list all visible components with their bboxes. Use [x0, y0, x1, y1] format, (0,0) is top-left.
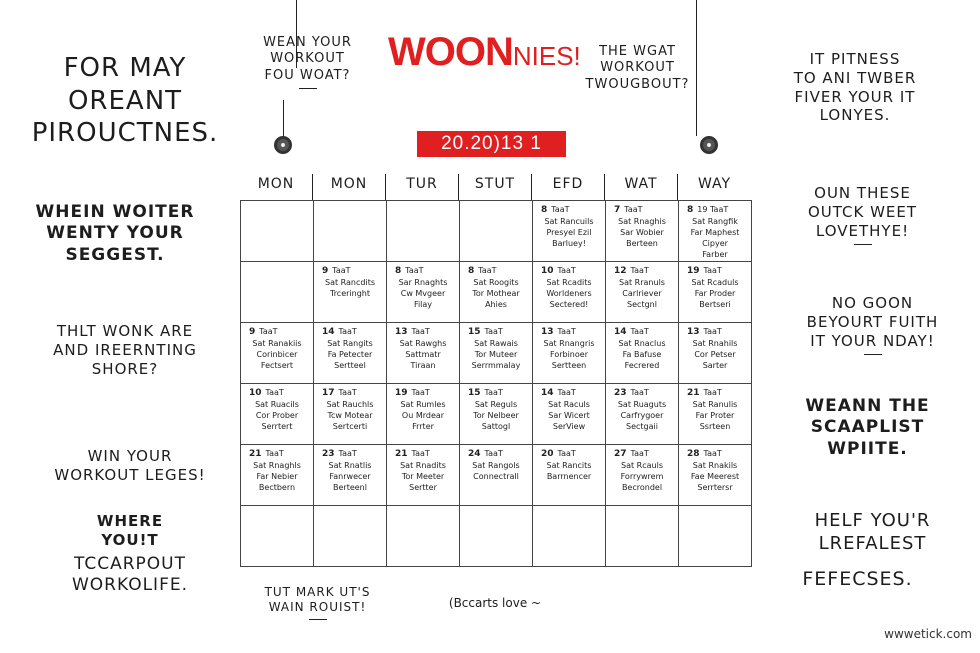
entry-line: Sar Wicert: [548, 411, 590, 420]
entry-line: Sat Reguls: [474, 400, 518, 409]
entry-line: SerView: [552, 422, 586, 431]
weekday-header: STUT: [459, 174, 532, 200]
entry-line: Tor Muteer: [474, 350, 518, 359]
calendar-day-cell[interactable]: [387, 323, 460, 384]
entry-line: Sat Rangols: [472, 461, 520, 470]
calendar-day-cell[interactable]: [241, 506, 314, 567]
day-entry: [462, 448, 530, 482]
entry-line: TaaT: [630, 327, 649, 336]
entry-line: Presyel Ezil: [546, 228, 592, 237]
entry-line: Corinbicer: [256, 350, 298, 359]
entry-line: TaaT: [557, 266, 576, 275]
calendar-day-cell[interactable]: [606, 445, 679, 506]
entry-line: TaaT: [557, 327, 576, 336]
entry-line: TaaT: [265, 449, 284, 458]
entry-line: Sattogl: [481, 422, 511, 431]
top-note-right: THE WGAT WORKOUT TWOUGBOUT?: [585, 44, 690, 92]
entry-line: Fecrered: [624, 361, 660, 370]
entry-line: TaaT: [259, 327, 278, 336]
entry-line: Far Maphest: [690, 228, 740, 237]
entry-line: TaaT: [630, 449, 649, 458]
entry-line: Sat Roogits: [473, 278, 519, 287]
entry-line: Forbinoer: [550, 350, 588, 359]
entry-line: Sarter: [702, 361, 728, 370]
entry-line: Sat Rancits: [546, 461, 592, 470]
entry-line: Becrondel: [621, 483, 663, 492]
entry-line: Sat Rcadits: [546, 278, 592, 287]
entry-line: Farber: [702, 250, 728, 259]
day-entry: [535, 265, 603, 310]
day-number: 21: [395, 449, 408, 459]
entry-line: Sat Rnakils: [692, 461, 738, 470]
entry-line: TaaT: [411, 449, 430, 458]
right-note-2: OUN THESE OUTCK WEET LOVETHYE!: [785, 184, 940, 245]
day-number: 20: [541, 449, 554, 459]
entry-line: Sertter: [409, 483, 437, 492]
calendar-week-row: [241, 262, 752, 323]
weekday-header: WAY: [697, 176, 732, 192]
day-entry: [535, 326, 603, 371]
entry-line: Tiraan: [410, 361, 436, 370]
entry-line: TaaT: [630, 388, 649, 397]
calendar-day-cell[interactable]: [679, 262, 752, 323]
entry-line: Sat Rcauls: [621, 461, 663, 470]
entry-line: Filay: [413, 300, 433, 309]
calendar-day-cell[interactable]: [241, 262, 314, 323]
entry-line: Sat Rnaclus: [618, 339, 666, 348]
day-entry: [608, 448, 676, 493]
hanging-string-right: [696, 0, 697, 136]
entry-line: Bectbern: [258, 483, 296, 492]
entry-line: Sat Rangfik: [692, 217, 738, 226]
entry-line: Connectrall: [473, 472, 519, 481]
entry-line: Tor Mothear: [472, 289, 520, 298]
day-number: 10: [541, 266, 554, 276]
day-entry: [681, 204, 749, 260]
calendar-week-row: [241, 201, 752, 262]
calendar-day-cell[interactable]: [314, 262, 387, 323]
entry-line: TaaT: [484, 327, 503, 336]
day-number: 8: [468, 266, 475, 276]
entry-line: TaaT: [703, 449, 722, 458]
calendar-day-cell[interactable]: [460, 201, 533, 262]
day-number: 17: [322, 388, 335, 398]
entry-line: TaaT: [478, 266, 497, 275]
entry-line: Sat Rnangris: [543, 339, 595, 348]
calendar-day-cell[interactable]: [314, 506, 387, 567]
calendar-day-cell[interactable]: [241, 201, 314, 262]
day-number: 21: [249, 449, 262, 459]
weekday-header: TUR: [386, 174, 459, 200]
day-number: 14: [541, 388, 554, 398]
entry-line: Cw Mvgeer: [400, 289, 446, 298]
day-number: 13: [687, 327, 700, 337]
day-entry: [316, 326, 384, 371]
entry-line: TaaT: [557, 449, 576, 458]
entry-line: Sat Rauchls: [326, 400, 374, 409]
entry-line: Fa Petecter: [327, 350, 373, 359]
page-title: WOONNIES!: [388, 30, 581, 74]
day-number: 15: [468, 327, 481, 337]
calendar-day-cell[interactable]: [460, 262, 533, 323]
entry-line: TaaT: [332, 266, 351, 275]
weekday-headers: [240, 174, 752, 200]
entry-line: Worldeners: [546, 289, 592, 298]
day-number: 13: [395, 327, 408, 337]
weekday-header: WAT: [605, 174, 678, 200]
calendar-grid: [240, 200, 752, 567]
entry-line: TaaT: [265, 388, 284, 397]
day-number: 15: [468, 388, 481, 398]
day-entry: [681, 265, 749, 310]
day-entry: [389, 448, 457, 493]
day-entry: [535, 204, 603, 249]
day-entry: [316, 265, 384, 299]
entry-line: Bertseri: [699, 300, 731, 309]
right-note-5: HELF YOU'R LREFALEST: [814, 510, 931, 554]
entry-line: Sat Rumles: [400, 400, 446, 409]
day-number: 23: [614, 388, 627, 398]
entry-line: TaaT: [557, 388, 576, 397]
day-entry: [389, 326, 457, 371]
day-number: 7: [614, 205, 621, 215]
entry-line: Sat Rnadits: [400, 461, 446, 470]
day-entry: [535, 387, 603, 432]
calendar-day-cell[interactable]: [241, 445, 314, 506]
entry-line: Far Proter: [695, 411, 735, 420]
left-note-3: THLT WONK ARE AND IREERNTING SHORE?: [53, 322, 197, 378]
entry-line: Sat Ruaguts: [617, 400, 667, 409]
entry-line: Ssrteen: [699, 422, 731, 431]
entry-line: Carlriever: [622, 289, 662, 298]
entry-line: Tor Meeter: [401, 472, 445, 481]
calendar-day-cell[interactable]: [606, 384, 679, 445]
entry-line: Sat Rnatlis: [328, 461, 372, 470]
entry-line: Barrnencer: [546, 472, 592, 481]
right-note-1: IT PITNESS TO ANI TWBER FIVER YOUR IT LONYES.: [793, 50, 917, 125]
calendar-day-cell[interactable]: [533, 201, 606, 262]
day-number: 10: [249, 388, 262, 398]
entry-line: TaaT: [630, 266, 649, 275]
weekday-header: MON: [313, 174, 386, 200]
entry-line: TaaT: [405, 266, 424, 275]
day-number: 8: [541, 205, 548, 215]
day-entry: [681, 387, 749, 432]
day-number: 28: [687, 449, 700, 459]
pin-right-icon: [700, 136, 718, 154]
calendar-day-cell[interactable]: [314, 445, 387, 506]
day-number: 14: [614, 327, 627, 337]
entry-line: TaaT: [551, 205, 570, 214]
day-number: 9: [322, 266, 329, 276]
day-entry: [243, 448, 311, 493]
dash-mark: [854, 244, 872, 245]
entry-line: Tor Nelbeer: [473, 411, 519, 420]
day-number: 14: [322, 327, 335, 337]
entry-line: Far Nebier: [256, 472, 298, 481]
left-note-5: WHERE YOU!T: [96, 512, 164, 549]
calendar-day-cell[interactable]: [387, 262, 460, 323]
calendar-day-cell[interactable]: [387, 445, 460, 506]
left-note-2: WHEIN WOITER WENTY YOUR SEGGEST.: [35, 202, 195, 265]
entry-line: Serrtersr: [697, 483, 733, 492]
entry-line: Serrmmalay: [471, 361, 521, 370]
calendar-day-cell[interactable]: [679, 201, 752, 262]
entry-line: TaaT: [338, 327, 357, 336]
entry-line: Cor Prober: [255, 411, 299, 420]
left-note-6: TCCARPOUT WORKOLIFE.: [71, 554, 188, 596]
dash-mark: [299, 88, 317, 89]
calendar-day-cell[interactable]: [679, 323, 752, 384]
calendar-week-row: [241, 445, 752, 506]
day-number: 23: [322, 449, 335, 459]
entry-line: TaaT: [484, 449, 503, 458]
calendar-day-cell[interactable]: [241, 323, 314, 384]
calendar-day-cell[interactable]: [460, 506, 533, 567]
day-entry: [608, 387, 676, 432]
entry-line: Tcw Motear: [327, 411, 373, 420]
entry-line: Sat Rcaduls: [691, 278, 739, 287]
entry-line: Sat Ruacils: [255, 400, 299, 409]
entry-line: Sat Ranulis: [692, 400, 738, 409]
day-entry: [243, 387, 311, 432]
entry-line: TaaT: [624, 205, 643, 214]
calendar-day-cell[interactable]: [533, 262, 606, 323]
weekday-header: EFD: [532, 174, 605, 200]
right-note-4: WEANN THE SCAAPLIST WPIITE.: [805, 396, 930, 459]
calendar-day-cell[interactable]: [679, 445, 752, 506]
entry-line: TaaT: [338, 388, 357, 397]
dash-mark: [864, 354, 882, 355]
entry-line: Sat Rnahils: [692, 339, 738, 348]
day-number: 21: [687, 388, 700, 398]
calendar-day-cell[interactable]: [387, 201, 460, 262]
entry-line: Cipyer: [702, 239, 728, 248]
entry-line: TaaT: [411, 327, 430, 336]
day-entry: [316, 448, 384, 493]
entry-line: Sertteel: [334, 361, 366, 370]
calendar-day-cell[interactable]: [533, 506, 606, 567]
entry-line: Serrtert: [261, 422, 293, 431]
calendar-day-cell[interactable]: [460, 323, 533, 384]
date-badge: 20.20)13 1: [417, 131, 566, 157]
calendar-day-cell[interactable]: [533, 445, 606, 506]
calendar-day-cell[interactable]: [606, 201, 679, 262]
calendar-day-cell[interactable]: [387, 384, 460, 445]
left-note-1: FOR MAY OREANT PIROUCTNES.: [31, 53, 219, 148]
entry-line: Sattmatr: [405, 350, 441, 359]
day-number: 19: [687, 266, 700, 276]
entry-line: Sar Wobier: [620, 228, 664, 237]
entry-line: Barluey!: [552, 239, 586, 248]
entry-line: TaaT: [411, 388, 430, 397]
calendar-week-row: [241, 384, 752, 445]
entry-line: Far Proder: [694, 289, 736, 298]
calendar-day-cell[interactable]: [679, 384, 752, 445]
entry-line: Sat Rnaghls: [253, 461, 301, 470]
calendar-day-cell[interactable]: [460, 445, 533, 506]
entry-line: Carfrygoer: [620, 411, 664, 420]
calendar-day-cell[interactable]: [460, 384, 533, 445]
entry-line: Sat Rawais: [474, 339, 518, 348]
entry-line: TaaT: [703, 388, 722, 397]
calendar-week-row: [241, 506, 752, 567]
bottom-note-center: (Bccarts love ~: [448, 596, 542, 610]
pin-left-icon: [274, 136, 292, 154]
entry-line: Sertcerti: [332, 422, 368, 431]
entry-line: Sat Rancuils: [544, 217, 594, 226]
calendar-day-cell[interactable]: [314, 323, 387, 384]
day-entry: [608, 265, 676, 310]
hanging-string-left-lower: [283, 100, 284, 136]
day-entry: [243, 326, 311, 371]
calendar-week-row: [241, 323, 752, 384]
entry-line: Sectgnl: [627, 300, 657, 309]
top-note-left: WEAN YOUR WORKOUT FOU WOAT?: [255, 35, 360, 89]
calendar-day-cell[interactable]: [606, 506, 679, 567]
calendar-day-cell[interactable]: [606, 262, 679, 323]
entry-line: Sat Rangits: [327, 339, 373, 348]
right-note-3: NO GOON BEYOURT FUITH IT YOUR NDAY!: [785, 294, 960, 355]
day-number: 19: [395, 388, 408, 398]
weekday-header: MON: [240, 174, 313, 200]
entry-line: Sertteen: [551, 361, 587, 370]
day-number: 13: [541, 327, 554, 337]
entry-line: Sar Rnaghts: [398, 278, 448, 287]
day-entry: [462, 265, 530, 310]
calendar-day-cell[interactable]: [241, 384, 314, 445]
right-note-6: FEFECSES.: [802, 568, 913, 590]
day-entry: [462, 387, 530, 432]
entry-line: Sat Rawghs: [399, 339, 447, 348]
calendar-day-cell[interactable]: [314, 384, 387, 445]
calendar-day-cell[interactable]: [387, 506, 460, 567]
entry-line: Berteenl: [333, 483, 367, 492]
entry-line: Fanrwecer: [329, 472, 371, 481]
calendar-day-cell[interactable]: [679, 506, 752, 567]
entry-line: Fa Bafuse: [622, 350, 662, 359]
entry-line: Sat Rranuls: [619, 278, 665, 287]
entry-line: 19 TaaT: [697, 205, 729, 214]
entry-line: TaaT: [338, 449, 357, 458]
entry-line: Trceringht: [329, 289, 370, 298]
day-entry: [389, 387, 457, 432]
entry-line: Sat Raculs: [548, 400, 590, 409]
entry-line: Berteen: [626, 239, 658, 248]
entry-line: TaaT: [703, 327, 722, 336]
day-entry: [608, 326, 676, 371]
entry-line: Sectgaii: [626, 422, 658, 431]
entry-line: Forrywrem: [620, 472, 664, 481]
watermark: wwwetick.com: [884, 627, 972, 641]
day-entry: [535, 448, 603, 482]
day-entry: [681, 448, 749, 493]
calendar-day-cell[interactable]: [314, 201, 387, 262]
day-entry: [389, 265, 457, 310]
day-entry: [316, 387, 384, 432]
day-entry: [681, 326, 749, 371]
left-note-4: WIN YOUR WORKOUT LEGES!: [54, 447, 206, 484]
day-number: 27: [614, 449, 627, 459]
dash-mark: [309, 619, 327, 620]
calendar-day-cell[interactable]: [533, 384, 606, 445]
day-number: 8: [395, 266, 402, 276]
day-entry: [462, 326, 530, 371]
day-number: 9: [249, 327, 256, 337]
entry-line: Frrter: [412, 422, 434, 431]
day-number: 12: [614, 266, 627, 276]
bottom-note-left: TUT MARK UT'S WAIN ROUIST!: [255, 585, 380, 620]
entry-line: Sectered!: [549, 300, 589, 309]
entry-line: Fae Meerest: [690, 472, 740, 481]
day-number: 24: [468, 449, 481, 459]
day-number: 8: [687, 205, 694, 215]
entry-line: TaaT: [703, 266, 722, 275]
calendar-day-cell[interactable]: [533, 323, 606, 384]
entry-line: Ahies: [485, 300, 507, 309]
entry-line: Cor Petser: [694, 350, 736, 359]
entry-line: Ou Mrdear: [401, 411, 445, 420]
entry-line: Sat Ranakiis: [252, 339, 302, 348]
entry-line: Sat Rnaghis: [618, 217, 666, 226]
entry-line: Sat Rancdits: [324, 278, 376, 287]
day-entry: [608, 204, 676, 249]
calendar-day-cell[interactable]: [606, 323, 679, 384]
entry-line: TaaT: [484, 388, 503, 397]
entry-line: Fectsert: [260, 361, 294, 370]
